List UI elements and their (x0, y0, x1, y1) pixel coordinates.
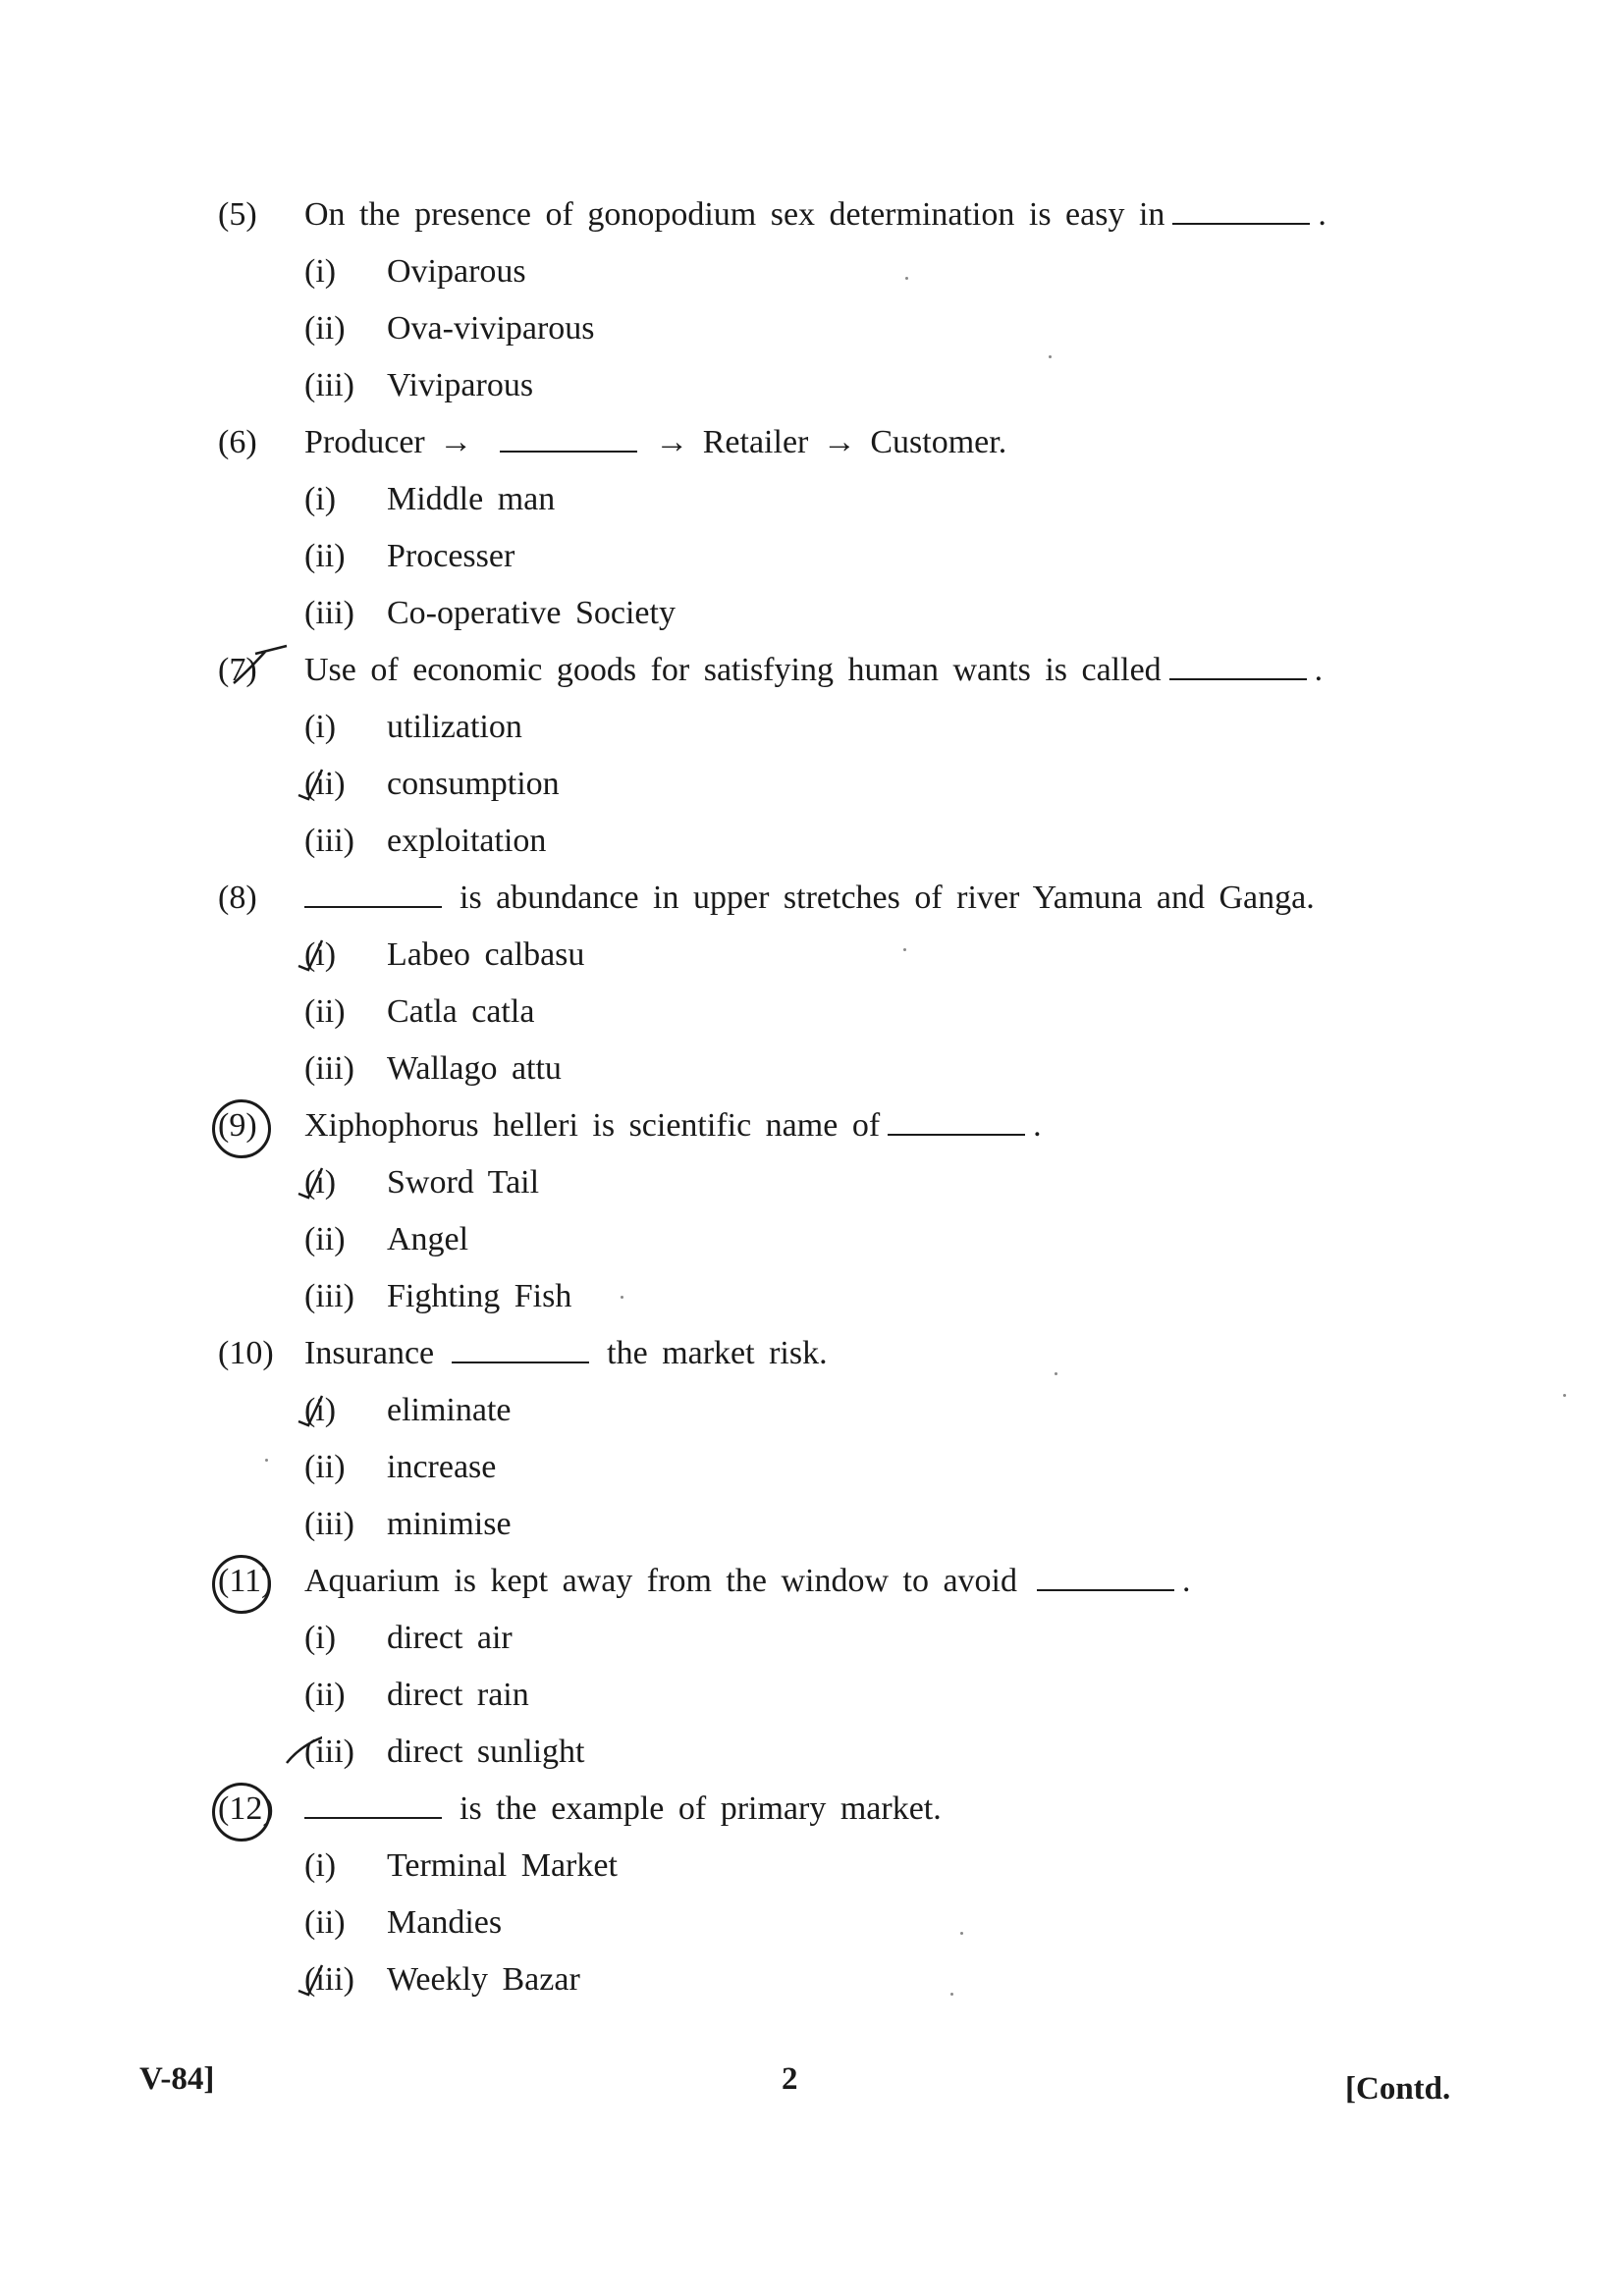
option-text: direct air (387, 1620, 513, 1656)
option-6-iii (218, 585, 1396, 642)
option-text: Terminal Market (387, 1847, 618, 1884)
option-text: Weekly Bazar (387, 1961, 580, 1998)
option-10-ii (218, 1439, 1396, 1496)
scan-speck (621, 1296, 623, 1299)
option-7-iii (218, 813, 1396, 870)
option-9-ii (218, 1211, 1396, 1268)
question-8 (218, 870, 1396, 927)
option-text: increase (387, 1449, 497, 1485)
question-stem (304, 1553, 1190, 1610)
option-10-iii (218, 1496, 1396, 1553)
option-text: Angel (387, 1221, 469, 1257)
question-stem (304, 1325, 828, 1382)
answer-blank (452, 1332, 589, 1363)
question-number: (10) (218, 1335, 274, 1371)
option-6-ii (218, 528, 1396, 585)
continued-label: [Contd. (1345, 2071, 1451, 2107)
stem-text: Aquarium is kept away from the window to avoid (304, 1563, 1017, 1599)
option-number: (ii) (304, 538, 346, 574)
stem-text: Producer → (304, 424, 473, 460)
stem-text-after: . (1033, 1107, 1042, 1144)
stem-text-after: . (1181, 1563, 1191, 1599)
option-5-iii (218, 357, 1396, 414)
option-6-i (218, 471, 1396, 528)
option-number: (ii) (304, 766, 346, 802)
question-stem (304, 642, 1323, 699)
scan-speck (1055, 1372, 1057, 1375)
question-6 (218, 414, 1396, 471)
question-9 (218, 1097, 1396, 1154)
scan-speck (903, 948, 906, 951)
option-text: Labeo calbasu (387, 936, 585, 973)
option-text: Catla catla (387, 993, 535, 1030)
option-text: direct rain (387, 1677, 529, 1713)
scan-speck (905, 277, 908, 280)
answer-blank (304, 1788, 442, 1819)
option-text: Middle man (387, 481, 556, 517)
option-number: (ii) (304, 1904, 346, 1941)
option-number: (i) (304, 481, 337, 517)
option-text: Co-operative Society (387, 595, 676, 631)
option-text: direct sunlight (387, 1734, 585, 1770)
question-number: (7) (218, 652, 257, 688)
question-stem (304, 1097, 1042, 1154)
stem-text: Use of economic goods for satisfying human wants is called (304, 652, 1162, 688)
stem-text: Insurance (304, 1335, 435, 1371)
question-12 (218, 1781, 1396, 1838)
answer-blank (500, 421, 637, 453)
scan-speck (1563, 1394, 1566, 1397)
option-5-ii (218, 300, 1396, 357)
question-list (218, 187, 1396, 2008)
answer-blank (304, 877, 442, 908)
option-text: Sword Tail (387, 1164, 540, 1201)
question-10 (218, 1325, 1396, 1382)
option-number: (i) (304, 1164, 337, 1201)
option-number: (ii) (304, 310, 346, 347)
question-number: (12) (218, 1790, 274, 1827)
answer-blank (1169, 649, 1307, 680)
question-5 (218, 187, 1396, 243)
option-number: (iii) (304, 1734, 354, 1770)
option-9-i (218, 1154, 1396, 1211)
option-text: utilization (387, 709, 522, 745)
scan-speck (950, 1993, 953, 1996)
stem-text-after: is abundance in upper stretches of river Yamuna and Ganga. (460, 880, 1315, 916)
option-11-iii (218, 1724, 1396, 1781)
option-number: (iii) (304, 1278, 354, 1314)
option-text: exploitation (387, 823, 547, 859)
scan-speck (1049, 355, 1052, 358)
option-number: (ii) (304, 1221, 346, 1257)
stem-text-after: → Retailer → Customer. (655, 424, 1007, 460)
option-number: (iii) (304, 1961, 354, 1998)
question-stem (304, 1781, 942, 1838)
option-text: Processer (387, 538, 515, 574)
option-number: (i) (304, 1620, 337, 1656)
answer-blank (1172, 193, 1310, 225)
stem-text: Xiphophorus helleri is scientific name of (304, 1107, 881, 1144)
option-number: (iii) (304, 595, 354, 631)
stem-text-after: is the example of primary market. (460, 1790, 942, 1827)
option-text: Oviparous (387, 253, 526, 290)
option-text: Viviparous (387, 367, 534, 403)
question-number: (9) (218, 1107, 257, 1144)
option-number: (ii) (304, 993, 346, 1030)
option-text: Ova-viviparous (387, 310, 595, 347)
option-12-iii (218, 1951, 1396, 2008)
option-number: (ii) (304, 1449, 346, 1485)
option-text: eliminate (387, 1392, 512, 1428)
option-text: minimise (387, 1506, 512, 1542)
option-5-i (218, 243, 1396, 300)
option-text: Wallago attu (387, 1050, 562, 1087)
question-number: (11) (218, 1563, 273, 1599)
stem-text-after: . (1318, 196, 1326, 233)
option-7-ii (218, 756, 1396, 813)
paper-code: V-84] (139, 2061, 215, 2097)
option-10-i (218, 1382, 1396, 1439)
option-8-ii (218, 984, 1396, 1041)
answer-blank (888, 1104, 1025, 1136)
stem-text-after: . (1314, 652, 1324, 688)
option-number: (i) (304, 253, 337, 290)
option-12-i (218, 1838, 1396, 1895)
question-stem (304, 187, 1326, 243)
option-number: (i) (304, 709, 337, 745)
page-number: 2 (782, 2061, 798, 2097)
stem-text: On the presence of gonopodium sex determination is easy in (304, 196, 1165, 233)
question-number: (6) (218, 424, 257, 460)
question-11 (218, 1553, 1396, 1610)
scan-speck (960, 1932, 963, 1935)
question-7 (218, 642, 1396, 699)
option-number: (iii) (304, 823, 354, 859)
option-number: (iii) (304, 1050, 354, 1087)
page-footer (0, 2061, 1624, 2110)
option-number: (iii) (304, 1506, 354, 1542)
option-11-i (218, 1610, 1396, 1667)
option-text: Fighting Fish (387, 1278, 572, 1314)
option-8-i (218, 927, 1396, 984)
option-number: (i) (304, 1392, 337, 1428)
scan-speck (265, 1459, 268, 1462)
answer-blank (1037, 1560, 1174, 1591)
option-text: Mandies (387, 1904, 503, 1941)
option-text: consumption (387, 766, 560, 802)
question-stem (304, 414, 1006, 471)
option-number: (ii) (304, 1677, 346, 1713)
option-12-ii (218, 1895, 1396, 1951)
option-number: (iii) (304, 367, 354, 403)
question-stem (304, 870, 1315, 927)
option-7-i (218, 699, 1396, 756)
option-11-ii (218, 1667, 1396, 1724)
option-number: (i) (304, 1847, 337, 1884)
option-8-iii (218, 1041, 1396, 1097)
question-number: (8) (218, 880, 257, 916)
question-number: (5) (218, 196, 257, 233)
option-9-iii (218, 1268, 1396, 1325)
stem-text-after: the market risk. (607, 1335, 828, 1371)
option-number: (i) (304, 936, 337, 973)
